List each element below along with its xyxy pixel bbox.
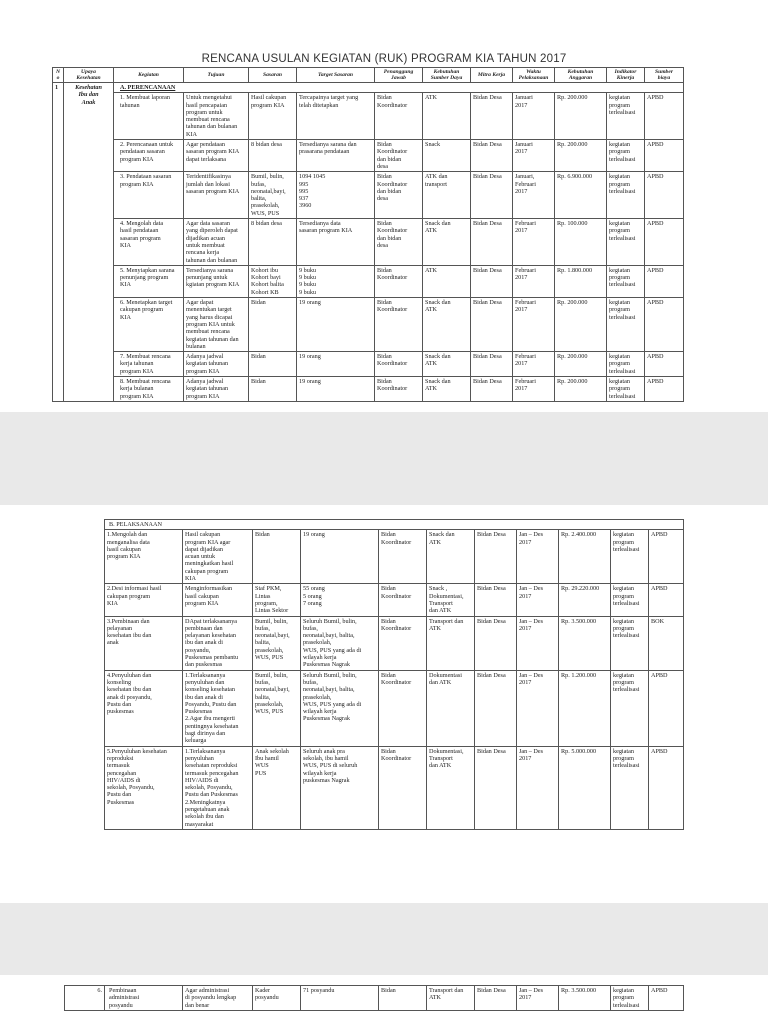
table-row: [53, 376, 684, 401]
cell-sumber: APBD: [645, 219, 684, 266]
header-upaya: Upaya Kesehatan: [64, 68, 114, 83]
cell-kebutuhan: Snack dan ATK: [423, 298, 471, 352]
cell-sasaran: Bumil, bulin, bufas, neonatal,bayi, balita, prasekolah, WUS, PUS: [253, 616, 301, 670]
section-row: [105, 520, 684, 530]
cell-target: 55 orang 5 orang 7 orang: [301, 584, 379, 616]
table-row: [105, 670, 684, 746]
cell-kegiatan: 2. Perencanaan untuk pendataan sasaran program KIA: [114, 140, 184, 172]
table-row: [53, 298, 684, 352]
cell-sasaran: Bidan: [249, 352, 297, 377]
cell-indikator: kegiatan program terlealisasi: [607, 172, 645, 219]
table-row: [53, 352, 684, 377]
cell-sumber: BOK: [649, 616, 684, 670]
cell-tujuan: Agar pendataan sasaran program KIA dapat terlaksana: [184, 140, 249, 172]
cell-target: 9 buku 9 buku 9 buku 9 buku: [297, 265, 375, 297]
cell-indikator: kegiatan program terlealisasi: [607, 219, 645, 266]
table-row: [105, 530, 684, 584]
cell-anggaran: Rp. 2.400.000: [559, 530, 611, 584]
cell-kegiatan: 6. Menetapkan target cakupan program KIA: [114, 298, 184, 352]
cell-mitra: Bidan Desa: [471, 298, 513, 352]
cell-pj: Bidan Koordinator: [379, 670, 427, 746]
cell-indikator: kegiatan program terlealisasi: [611, 530, 649, 584]
cell-waktu: Februari 2017: [513, 298, 555, 352]
cell-kebutuhan: Dokumentasi, Transport dan ATK: [427, 746, 475, 829]
cell-target: 71 posyandu: [301, 986, 379, 1011]
cell-anggaran: Rp. 3.500.000: [559, 616, 611, 670]
cell-tujuan: Menginformasikan hasil cakupan program KIA: [183, 584, 253, 616]
cell-kegiatan: 4. Mengolah data hasil pendataan sasaran program KIA: [114, 219, 184, 266]
cell-kegiatan: 1.Mengolah dan menganalisa data hasil cakupan program KIA: [105, 530, 183, 584]
cell-number: 6.: [65, 986, 105, 1011]
cell-tujuan: Tersedianya sarana penunjang untuk kgiatan program KIA: [184, 265, 249, 297]
cell-kebutuhan: ATK dan transport: [423, 172, 471, 219]
cell-waktu: Januari, Februari 2017: [513, 172, 555, 219]
cell-kebutuhan: Snack dan ATK: [423, 376, 471, 401]
cell-pj: Bidan Koordinator: [375, 265, 423, 297]
cell-sasaran: Bidan: [253, 530, 301, 584]
table-row: [105, 584, 684, 616]
cell-anggaran: Rp. 1.800.000: [555, 265, 607, 297]
cell-target: 1094 1045 995 995 937 3960: [297, 172, 375, 219]
table-row: [105, 746, 684, 829]
header-tujuan: Tujuan: [184, 68, 249, 83]
cell-pj: Bidan: [379, 986, 427, 1011]
cell-mitra: Bidan Desa: [475, 616, 517, 670]
cell-target: Seluruh Bumil, bulin, bufas, neonatal,bayi, balita, prasekolah, WUS, PUS yang ada di wilayah kerja Puskesmas Nagrak: [301, 616, 379, 670]
cell-kebutuhan: Transport dan ATK: [427, 986, 475, 1011]
cell-kegiatan: 2.Desi informasi hasil cakupan program KIA: [105, 584, 183, 616]
cell-kegiatan: 8. Membuat rencana kerja bulanan program KIA: [114, 376, 184, 401]
cell-waktu: Jan – Des 2017: [517, 746, 559, 829]
cell-tujuan: Adanya jadwal kegiatan tahunan program KIA: [184, 352, 249, 377]
cell-anggaran: Rp. 200.000: [555, 140, 607, 172]
cell-sumber: APBD: [645, 172, 684, 219]
cell-kebutuhan: Snack , Dokumentasi, Transport dan ATK: [427, 584, 475, 616]
cell-indikator: kegiatan program terlealisasi: [607, 265, 645, 297]
cell-mitra: Bidan Desa: [471, 172, 513, 219]
table-row: [53, 93, 684, 140]
cell-mitra: Bidan Desa: [475, 584, 517, 616]
cell-indikator: kegiatan program terlealisasi: [611, 584, 649, 616]
cell-sasaran: Kohort ibu Kohort bayi Kohort balita Kohort KB: [249, 265, 297, 297]
cell-tujuan: Teridentifikasinya jumlah dan lokasi sasaran program KIA: [184, 172, 249, 219]
cell-mitra: Bidan Desa: [471, 352, 513, 377]
cell-anggaran: Rp. 200.000: [555, 376, 607, 401]
cell-tujuan: Agar administrasi di posyandu lengkap dan benar: [183, 986, 253, 1011]
cell-target: Seluruh anak pra sekolah, ibu hamil WUS, PUS di seluruh wilayah kerja puskesmas Nagrak: [301, 746, 379, 829]
cell-indikator: kegiatan program terlealisasi: [611, 986, 649, 1011]
cell-mitra: Bidan Desa: [475, 986, 517, 1011]
cell-anggaran: Rp. 200.000: [555, 298, 607, 352]
cell-indikator: kegiatan program terlealisasi: [607, 298, 645, 352]
cell-sasaran: Bumil, bulin, bufas, neonatal,bayi, balita, prasekolah, WUS, PUS: [253, 670, 301, 746]
cell-kebutuhan: Snack dan ATK: [427, 530, 475, 584]
cell-pj: Bidan Koordinator: [379, 746, 427, 829]
table-row: [53, 140, 684, 172]
cell-kebutuhan: Snack dan ATK: [423, 352, 471, 377]
cell-tujuan: 1.Terlaksananya penyuluhan kesehatan reproduksi termasuk pencegahan HIV/AIDS di sekolah, Posyandu, Pustu dan Puskesmas 2.Meningkatnya pengetahuan anak sekolah ibu dan masyarakat: [183, 746, 253, 829]
cell-target: Tersedianya data sasaran program KIA: [297, 219, 375, 266]
header-indikator: Indikator Kinerja: [607, 68, 645, 83]
group-upaya: Kesehatan Ibu dan Anak: [64, 83, 114, 402]
document-title: RENCANA USULAN KEGIATAN (RUK) PROGRAM KIA TAHUN 2017: [201, 53, 567, 65]
cell-sumber: APBD: [649, 746, 684, 829]
cell-waktu: Februari 2017: [513, 219, 555, 266]
cell-sumber: APBD: [645, 265, 684, 297]
header-pj: Penanggung Jawab: [375, 68, 423, 83]
cell-waktu: Jan – Des 2017: [517, 670, 559, 746]
cell-waktu: Jan – Des 2017: [517, 584, 559, 616]
cell-waktu: Januari 2017: [513, 93, 555, 140]
cell-kegiatan: 5.Penyuluhan kesehatan reproduksi termasuk pencegahan HIV/AIDS di sekolah, Posyandu, Pustu dan Puskesmas: [105, 746, 183, 829]
cell-indikator: kegiatan program terlealisasi: [607, 93, 645, 140]
cell-waktu: Januari 2017: [513, 140, 555, 172]
cell-mitra: Bidan Desa: [471, 265, 513, 297]
cell-kegiatan: Pembinaan administrasi posyandu: [105, 986, 183, 1011]
cell-pj: Bidan Koordinator: [375, 298, 423, 352]
cell-kebutuhan: ATK: [423, 93, 471, 140]
cell-indikator: kegiatan program terlealisasi: [611, 746, 649, 829]
cell-anggaran: Rp. 200.000: [555, 352, 607, 377]
ruk-table-continued: [64, 985, 684, 1011]
document-page-3: [0, 975, 768, 1024]
cell-sasaran: Bidan: [249, 376, 297, 401]
header-anggaran: Kebutuhan Anggaran: [555, 68, 607, 83]
cell-sasaran: Bidan: [249, 298, 297, 352]
table-row: [53, 172, 684, 219]
cell-pj: Bidan Koordinator dan bidan desa: [375, 140, 423, 172]
cell-pj: Bidan Koordinator: [379, 530, 427, 584]
cell-sumber: APBD: [645, 352, 684, 377]
header-sasaran: Sasaran: [249, 68, 297, 83]
cell-tujuan: Agar data sasaran yang diperoleh dapat dijadikan acuan untuk membuat rencana kerja tahunan dan bulanan: [184, 219, 249, 266]
cell-target: 19 orang: [297, 352, 375, 377]
cell-pj: Bidan Koordinator: [375, 93, 423, 140]
table-row: [53, 219, 684, 266]
cell-waktu: Jan – Des 2017: [517, 986, 559, 1011]
cell-pj: Bidan Koordinator: [375, 376, 423, 401]
cell-target: 19 orang: [297, 298, 375, 352]
section-heading-perencanaan: A. PERENCANAAN: [114, 83, 684, 93]
cell-tujuan: Hasil cakupan program KIA agar dapat dijadikan acuan untuk meningkatkan hasil cakupan program KIA: [183, 530, 253, 584]
cell-sasaran: Hasil cakupan program KIA: [249, 93, 297, 140]
cell-kebutuhan: Transport dan ATK: [427, 616, 475, 670]
cell-target: 19 orang: [297, 376, 375, 401]
cell-anggaran: Rp. 200.000: [555, 93, 607, 140]
group-number: 1: [53, 83, 64, 402]
cell-pj: Bidan Koordinator: [379, 584, 427, 616]
cell-mitra: Bidan Desa: [471, 93, 513, 140]
cell-tujuan: Agar dapat menentukan target yang harus dicapai program KIA untuk membuat rencana kegiatan tahunan dan bulanan: [184, 298, 249, 352]
cell-indikator: kegiatan program terlealisasi: [607, 376, 645, 401]
header-no: N o: [53, 68, 64, 83]
header-waktu: Waktu Pelaksanaan: [513, 68, 555, 83]
cell-anggaran: Rp. 3.500.000: [559, 986, 611, 1011]
cell-target: Tersedianya sarana dan prasarana pendataan: [297, 140, 375, 172]
cell-mitra: Bidan Desa: [471, 219, 513, 266]
cell-waktu: Jan – Des 2017: [517, 616, 559, 670]
table-header-row: [53, 68, 684, 83]
table-row: [53, 265, 684, 297]
cell-tujuan: DApat terlaksananya pembinaan dan pelayanan kesehatan ibu dan anak di posyandu, Puskesmas pembantu dan puskesmas: [183, 616, 253, 670]
cell-kebutuhan: Dokumentasi dan ATK: [427, 670, 475, 746]
header-sumber: Sumber biaya: [645, 68, 684, 83]
cell-sasaran: Anak sekolah Ibu hamil WUS PUS: [253, 746, 301, 829]
ruk-table-perencanaan: [52, 67, 684, 402]
cell-sumber: APBD: [649, 670, 684, 746]
cell-indikator: kegiatan program terlealisasi: [611, 670, 649, 746]
cell-kegiatan: 3. Pendataan sasaran program KIA: [114, 172, 184, 219]
cell-target: Tercapainya target yang telah ditetapkan: [297, 93, 375, 140]
cell-sumber: APBD: [645, 376, 684, 401]
document-page-2: [0, 505, 768, 903]
header-kebutuhan: Kebutuhan Sumber Daya: [423, 68, 471, 83]
cell-mitra: Bidan Desa: [475, 530, 517, 584]
cell-indikator: kegiatan program terlealisasi: [607, 140, 645, 172]
cell-kebutuhan: ATK: [423, 265, 471, 297]
cell-sasaran: Kader posyandu: [253, 986, 301, 1011]
cell-sasaran: 8 bidan desa: [249, 219, 297, 266]
cell-sumber: APBD: [645, 298, 684, 352]
cell-waktu: Februari 2017: [513, 265, 555, 297]
cell-kegiatan: 4.Penyuluhan dan konseling kesehatan ibu dan anak di posyandu, Pustu dan puskesmas: [105, 670, 183, 746]
cell-waktu: Jan – Des 2017: [517, 530, 559, 584]
cell-sumber: APBD: [649, 584, 684, 616]
cell-kegiatan: 3.Pembinaan dan pelayanan kesehatan ibu dan anak: [105, 616, 183, 670]
cell-pj: Bidan Koordinator: [375, 352, 423, 377]
cell-anggaran: Rp. 100.000: [555, 219, 607, 266]
header-mitra: Mitra Kerja: [471, 68, 513, 83]
cell-pj: Bidan Koordinator dan bidan desa: [375, 219, 423, 266]
cell-waktu: Februari 2017: [513, 352, 555, 377]
cell-kebutuhan: Snack: [423, 140, 471, 172]
cell-sasaran: Bumil, bulin, bufas, neonatal,bayi, balita, prasekolah, WUS, PUS: [249, 172, 297, 219]
cell-anggaran: Rp. 1.200.000: [559, 670, 611, 746]
table-row: [105, 616, 684, 670]
cell-sumber: APBD: [645, 140, 684, 172]
cell-mitra: Bidan Desa: [471, 376, 513, 401]
cell-sasaran: Staf PKM, Lintas program, Lintas Sektor: [253, 584, 301, 616]
cell-anggaran: Rp. 6.900.000: [555, 172, 607, 219]
cell-pj: Bidan Koordinator: [379, 616, 427, 670]
cell-indikator: kegiatan program terlealisasi: [611, 616, 649, 670]
cell-tujuan: Untuk mengetahui hasil pencapaian program untuk membuat rencana tahunan dan bulanan KIA: [184, 93, 249, 140]
cell-indikator: kegiatan program terlealisasi: [607, 352, 645, 377]
section-heading-pelaksanaan: B. PELAKSANAAN: [105, 520, 684, 530]
cell-sumber: APBD: [645, 93, 684, 140]
cell-anggaran: Rp. 5.000.000: [559, 746, 611, 829]
cell-tujuan: 1.Terlaksananya penyuluhan dan konseling kesehatan ibu dan anak di Posyandu, Pustu dan Puskesmas 2.Agar ibu mengerti pentingnya kesehatan bagi dirinya dan keluarga: [183, 670, 253, 746]
cell-sumber: APBD: [649, 530, 684, 584]
cell-pj: Bidan Koordinator dan bidan desa: [375, 172, 423, 219]
cell-mitra: Bidan Desa: [475, 670, 517, 746]
cell-target: 19 orang: [301, 530, 379, 584]
cell-sumber: APBD: [649, 986, 684, 1011]
cell-kebutuhan: Snack dan ATK: [423, 219, 471, 266]
cell-anggaran: Rp. 29.220.000: [559, 584, 611, 616]
ruk-table-pelaksanaan: [104, 519, 684, 830]
cell-kegiatan: 5. Menyiapkan sarana penunjang program KIA: [114, 265, 184, 297]
cell-mitra: Bidan Desa: [475, 746, 517, 829]
cell-kegiatan: 1. Membuat laporan tahunan: [114, 93, 184, 140]
cell-target: Seluruh Bumil, bulin, bufas, neonatal,bayi, balita, prasekolah, WUS, PUS yang ada di wilayah kerja Puskesmas Nagrak: [301, 670, 379, 746]
cell-mitra: Bidan Desa: [471, 140, 513, 172]
header-kegiatan: Kegiatan: [114, 68, 184, 83]
cell-tujuan: Adanya jadwal kegiatan tahunan program KIA: [184, 376, 249, 401]
header-target: Target Sasaran: [297, 68, 375, 83]
cell-sasaran: 8 bidan desa: [249, 140, 297, 172]
cell-waktu: Februari 2017: [513, 376, 555, 401]
table-row: [65, 986, 684, 1011]
document-page-1: [0, 0, 768, 412]
cell-kegiatan: 7. Membuat rencana kerja tahunan program KIA: [114, 352, 184, 377]
section-row: [53, 83, 684, 93]
